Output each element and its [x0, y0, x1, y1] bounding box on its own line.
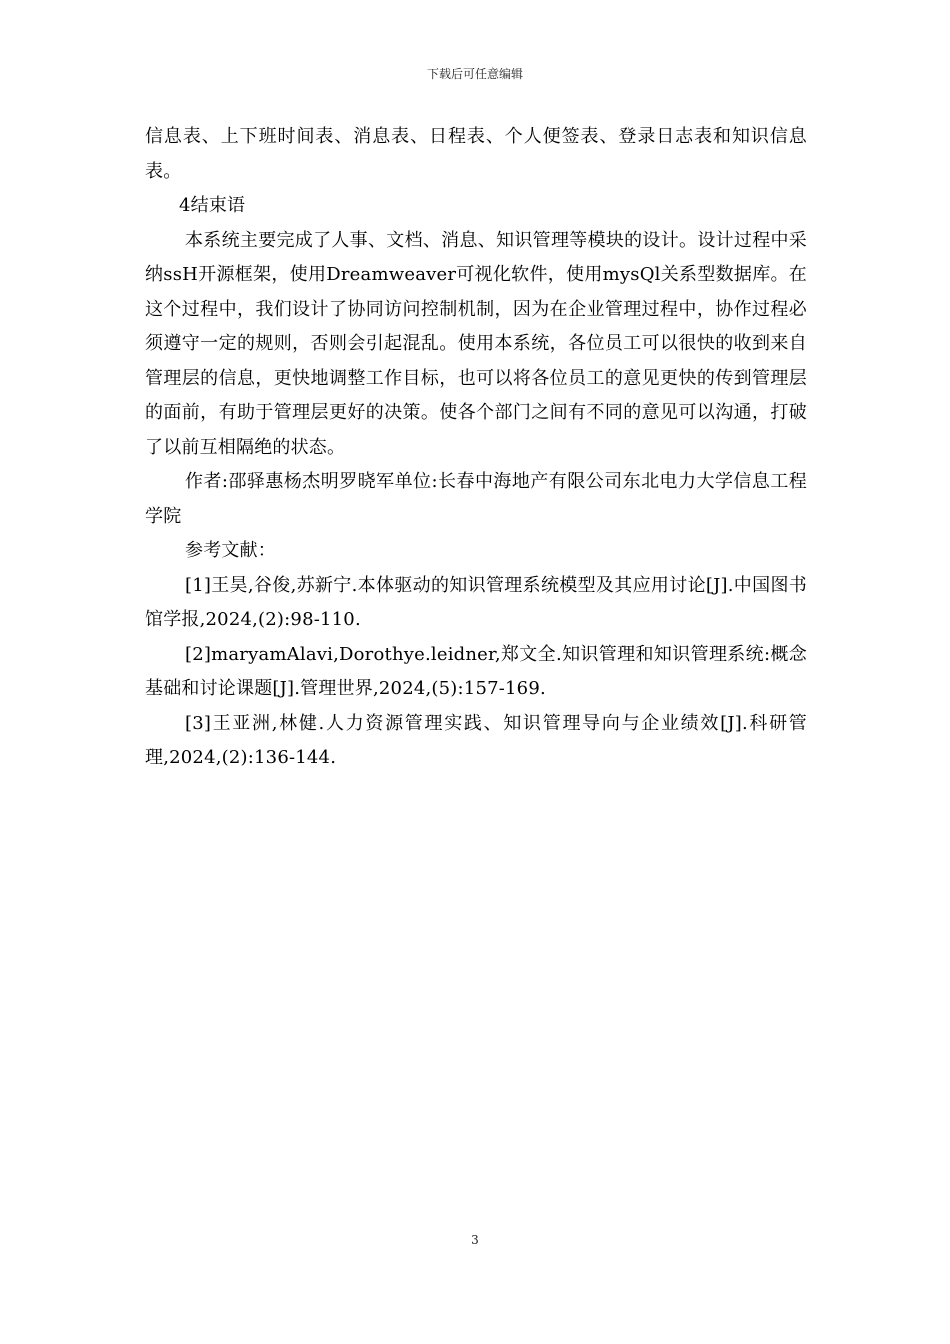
paragraph-table-list: 信息表、上下班时间表、消息表、日程表、个人便签表、登录日志表和知识信息表。: [145, 126, 807, 182]
document-body: [145, 120, 807, 776]
reference-item-2: [2]maryamAlavi,Dorothye.leidner,郑文全.知识管理和知识管理系统:概念基础和讨论课题[J].管理世界,2024,(5):157-169.: [145, 643, 807, 699]
section-heading: 4结束语: [179, 195, 246, 216]
page-header: 下载后可任意编辑: [426, 67, 523, 81]
page-number: 3: [471, 1233, 479, 1247]
paragraph-authors: 作者:邵驿惠杨杰明罗晓军单位:长春中海地产有限公司东北电力大学信息工程学院: [145, 471, 807, 527]
references-title: 参考文献：: [185, 540, 276, 561]
paragraph-conclusion: 本系统主要完成了人事、文档、消息、知识管理等模块的设计。设计过程中采纳ssH开源框架，使用Dreamweaver可视化软件，使用mysQl关系型数据库。在这个过程中，我们设计了协同访问控制机制，因为在企业管理过程中，协作过程必须遵守一定的规则，否则会引起混乱。使用本系统，各位员工可以很快的收到来自管理层的信息，更快地调整工作目标，也可以将各位员工的意见更快的传到管理层的面前，有助于管理层更好的决策。使各个部门之间有不同的意见可以沟通，打破了以前互相隔绝的状态。: [145, 229, 807, 458]
reference-item-3: [3]王亚洲,林健.人力资源管理实践、知识管理导向与企业绩效[J].科研管理,2024,(2):136-144.: [145, 712, 807, 768]
reference-item-1: [1]王昊,谷俊,苏新宁.本体驱动的知识管理系统模型及其应用讨论[J].中国图书馆学报,2024,(2):98-110.: [145, 574, 807, 630]
